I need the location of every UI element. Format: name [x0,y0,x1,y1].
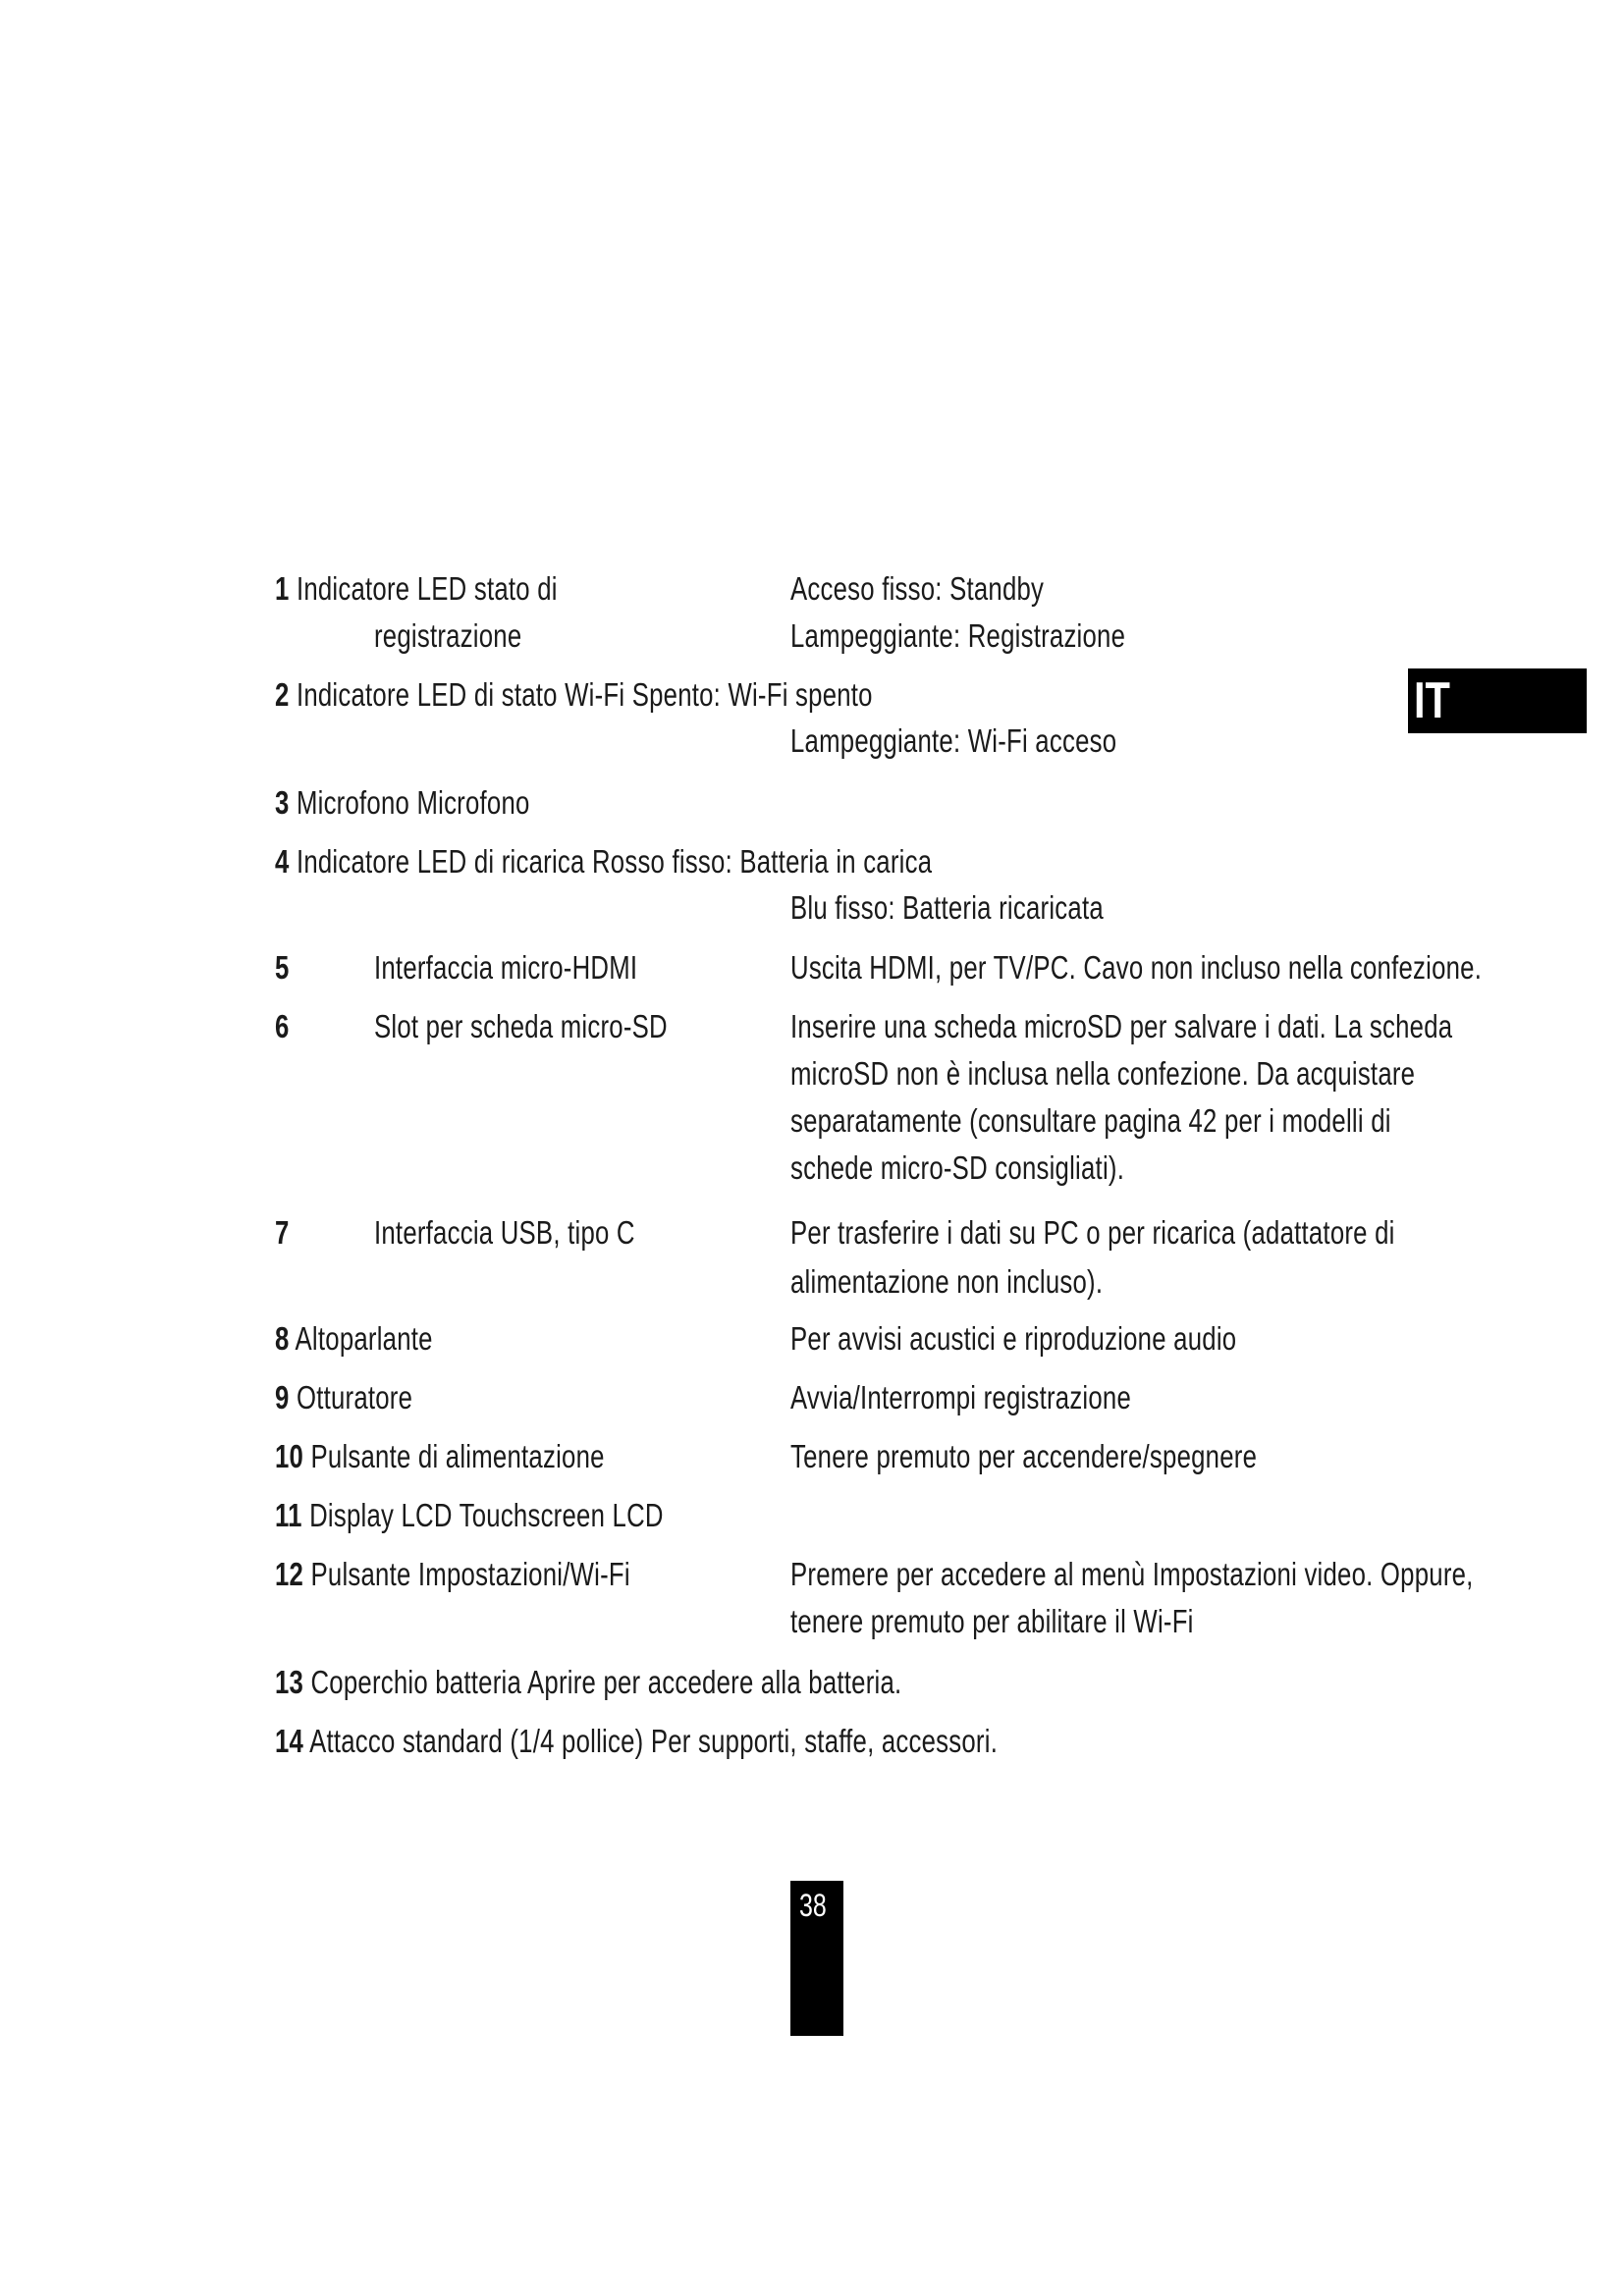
item-1-label: 1 Indicatore LED stato di [275,570,558,607]
item-6-desc-line: Inserire una scheda microSD per salvare i dati. La scheda [790,1008,1453,1044]
item-6-number: 6 [275,1008,290,1044]
item-7-desc-line: Per trasferire i dati su PC o per ricarica (adattatore di [790,1214,1395,1251]
language-tab-label: IT [1414,672,1450,729]
item-7-desc-line: alimentazione non incluso). [790,1263,1104,1300]
item-7-label: Interfaccia USB, tipo C [374,1214,635,1251]
item-7-number: 7 [275,1214,290,1251]
item-11-label: 11 Display LCD Touchscreen LCD [275,1497,664,1533]
item-12-label: 12 Pulsante Impostazioni/Wi-Fi [275,1556,630,1592]
item-3-label: 3 Microfono Microfono [275,784,530,821]
item-5-desc-line: Uscita HDMI, per TV/PC. Cavo non incluso nella confezione. [790,949,1483,986]
item-1-label-cont: registrazione [374,617,522,654]
item-12-desc-line: Premere per accedere al menù Impostazioni video. Oppure, [790,1556,1474,1592]
item-4-label: 4 Indicatore LED di ricarica Rosso fisso: Batteria in carica [275,843,933,880]
item-13-label: 13 Coperchio batteria Aprire per accedere alla batteria. [275,1664,902,1700]
item-6-desc-line: microSD non è inclusa nella confezione. Da acquistare [790,1055,1416,1092]
item-9-label: 9 Otturatore [275,1379,413,1415]
page-number-tab [790,1881,843,2036]
item-8-label: 8 Altoparlante [275,1320,433,1357]
item-2-label: 2 Indicatore LED di stato Wi-Fi Spento: Wi-Fi spento [275,676,873,713]
item-6-desc-line: schede micro-SD consigliati). [790,1149,1125,1186]
item-5-number: 5 [275,949,290,986]
language-tab [1408,668,1587,733]
item-14-label: 14 Attacco standard (1/4 pollice) Per supporti, staffe, accessori. [275,1723,999,1759]
page-number: 38 [799,1888,827,1923]
item-1-desc-line: Acceso fisso: Standby [790,570,1045,607]
item-8-desc-line: Per avvisi acustici e riproduzione audio [790,1320,1237,1357]
item-9-desc-line: Avvia/Interrompi registrazione [790,1379,1132,1415]
item-6-desc-line: separatamente (consultare pagina 42 per i modelli di [790,1102,1391,1139]
item-5-label: Interfaccia micro-HDMI [374,949,638,986]
item-10-label: 10 Pulsante di alimentazione [275,1438,605,1474]
item-2-desc-line: Lampeggiante: Wi-Fi acceso [790,722,1117,759]
item-4-desc-line: Blu fisso: Batteria ricaricata [790,889,1104,926]
item-6-label: Slot per scheda micro-SD [374,1008,668,1044]
item-1-desc-line: Lampeggiante: Registrazione [790,617,1126,654]
item-12-desc-line: tenere premuto per abilitare il Wi-Fi [790,1603,1194,1639]
item-10-desc-line: Tenere premuto per accendere/spegnere [790,1438,1258,1474]
